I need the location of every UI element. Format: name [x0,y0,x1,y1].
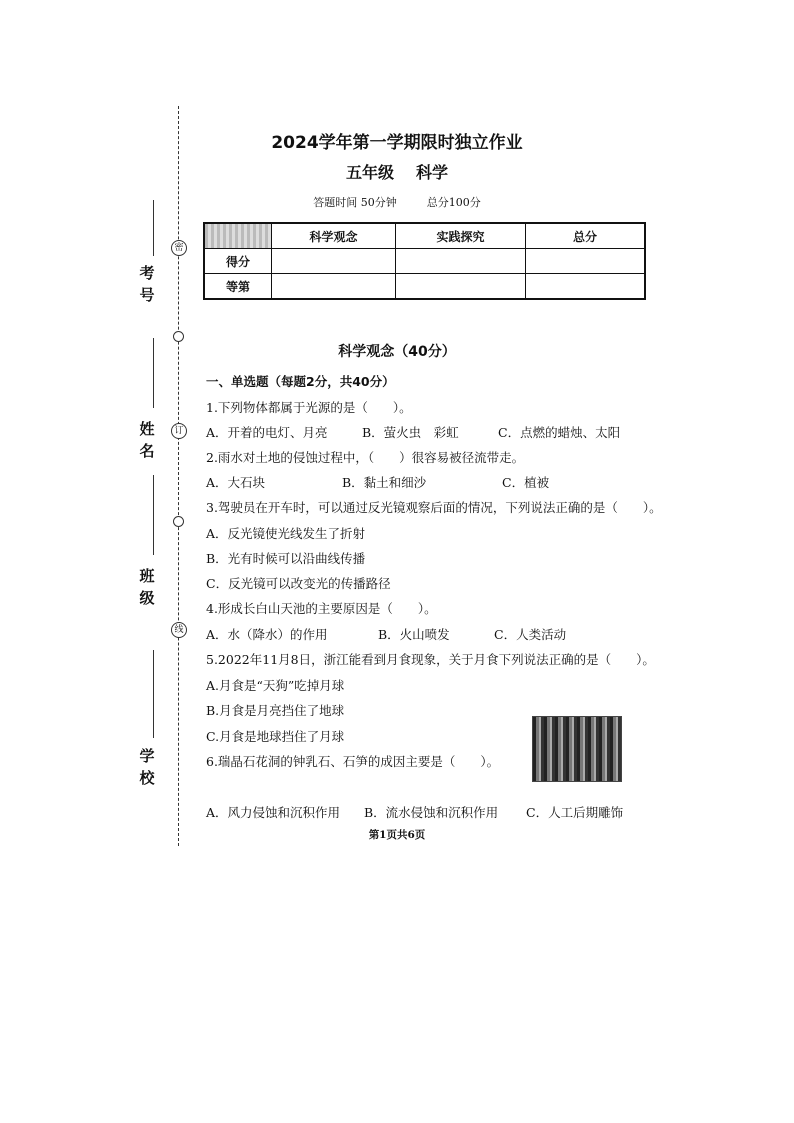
q6-option-c[interactable]: C．人工后期雕饰 [526,805,624,820]
question-3-stem: 3.驾驶员在开车时，可以通过反光镜观察后面的情况，下列说法正确的是（ ）。 [206,500,662,515]
q2-option-a[interactable]: A．大石块 [206,475,266,490]
exam-number-label: 考号 [139,264,155,304]
row-label-grade: 等第 [204,274,272,300]
grade-label: 五年级 [345,163,394,182]
q4-option-a[interactable]: A．水（降水）的作用 [206,627,328,642]
grade-row [204,274,645,300]
score-cell[interactable] [396,249,526,274]
binding-hole [173,516,184,527]
exam-subtitle [0,160,794,183]
q4-option-b[interactable]: B．火山喷发 [378,627,450,642]
score-table [203,222,646,300]
score-row [204,249,645,274]
q6-option-a[interactable]: A．风力侵蚀和沉积作用 [206,805,341,820]
exam-total-score: 总分100分 [426,196,481,209]
q5-option-a[interactable]: A.月食是“天狗”吃掉月球 [206,678,345,693]
binding-dashed-line [178,106,179,846]
q1-option-a[interactable]: A．开着的电灯、月亮 [206,425,328,440]
school-line [153,650,154,738]
exam-time: 答题时间 50分钟 [313,196,397,209]
q5-option-c[interactable]: C.月食是地球挡住了月球 [206,729,345,744]
stalactite-cave-photo [532,716,622,782]
score-cell[interactable] [526,249,646,274]
col-total: 总分 [526,223,646,249]
name-label: 姓名 [139,420,155,460]
score-cell[interactable] [272,249,396,274]
q3-option-a[interactable]: A．反光镜使光线发生了折射 [206,526,366,541]
col-science-concept: 科学观念 [272,223,396,249]
q2-option-c[interactable]: C．植被 [502,475,550,490]
question-6-options [206,803,623,821]
q5-option-b[interactable]: B.月食是月亮挡住了地球 [206,703,345,718]
question-2-stem: 2.雨水对土地的侵蚀过程中，（ ）很容易被径流带走。 [206,450,525,465]
q4-option-c[interactable]: C．人类活动 [494,627,567,642]
grade-cell[interactable] [526,274,646,300]
score-table-header [204,223,645,249]
exam-title: 2024学年第一学期限时独立作业 [271,133,523,153]
grade-cell[interactable] [396,274,526,300]
section-title: 科学观念（40分） [338,344,456,360]
q6-option-b[interactable]: B．流水侵蚀和沉积作用 [364,805,499,820]
binding-mark-mi: 密 [171,240,187,256]
q3-option-c[interactable]: C．反光镜可以改变光的传播路径 [206,576,391,591]
q3-option-b[interactable]: B．光有时候可以沿曲线传播 [206,551,366,566]
q2-option-b[interactable]: B．黏土和细沙 [342,475,427,490]
q1-option-b[interactable]: B．萤火虫 彩虹 [362,425,459,440]
question-1-options [206,423,620,441]
class-label: 班级 [139,567,155,607]
exam-meta [0,194,794,210]
binding-mark-xian: 线 [171,622,187,638]
page-number: 第1页共6页 [368,829,426,841]
binding-mark-ding: 订 [171,423,187,439]
part-title: 一、单选题（每题2分，共40分） [206,374,395,389]
subject-label: 科学 [416,163,449,182]
q1-option-c[interactable]: C．点燃的蜡烛、太阳 [498,425,621,440]
question-1-stem: 1.下列物体都属于光源的是（ ）。 [206,400,412,415]
row-label-score: 得分 [204,249,272,274]
question-6-stem: 6.瑞晶石花洞的钟乳石、石笋的成因主要是（ ）。 [206,754,500,769]
class-line [153,475,154,555]
redacted-cell [204,223,272,249]
col-practice-inquiry: 实践探究 [396,223,526,249]
question-5-stem: 5.2022年11月8日，浙江能看到月食现象，关于月食下列说法正确的是（ ）。 [206,652,655,667]
question-2-options [206,473,549,491]
grade-cell[interactable] [272,274,396,300]
school-label: 学校 [139,747,155,787]
question-4-stem: 4.形成长白山天池的主要原因是（ ）。 [206,601,437,616]
question-4-options [206,625,566,643]
